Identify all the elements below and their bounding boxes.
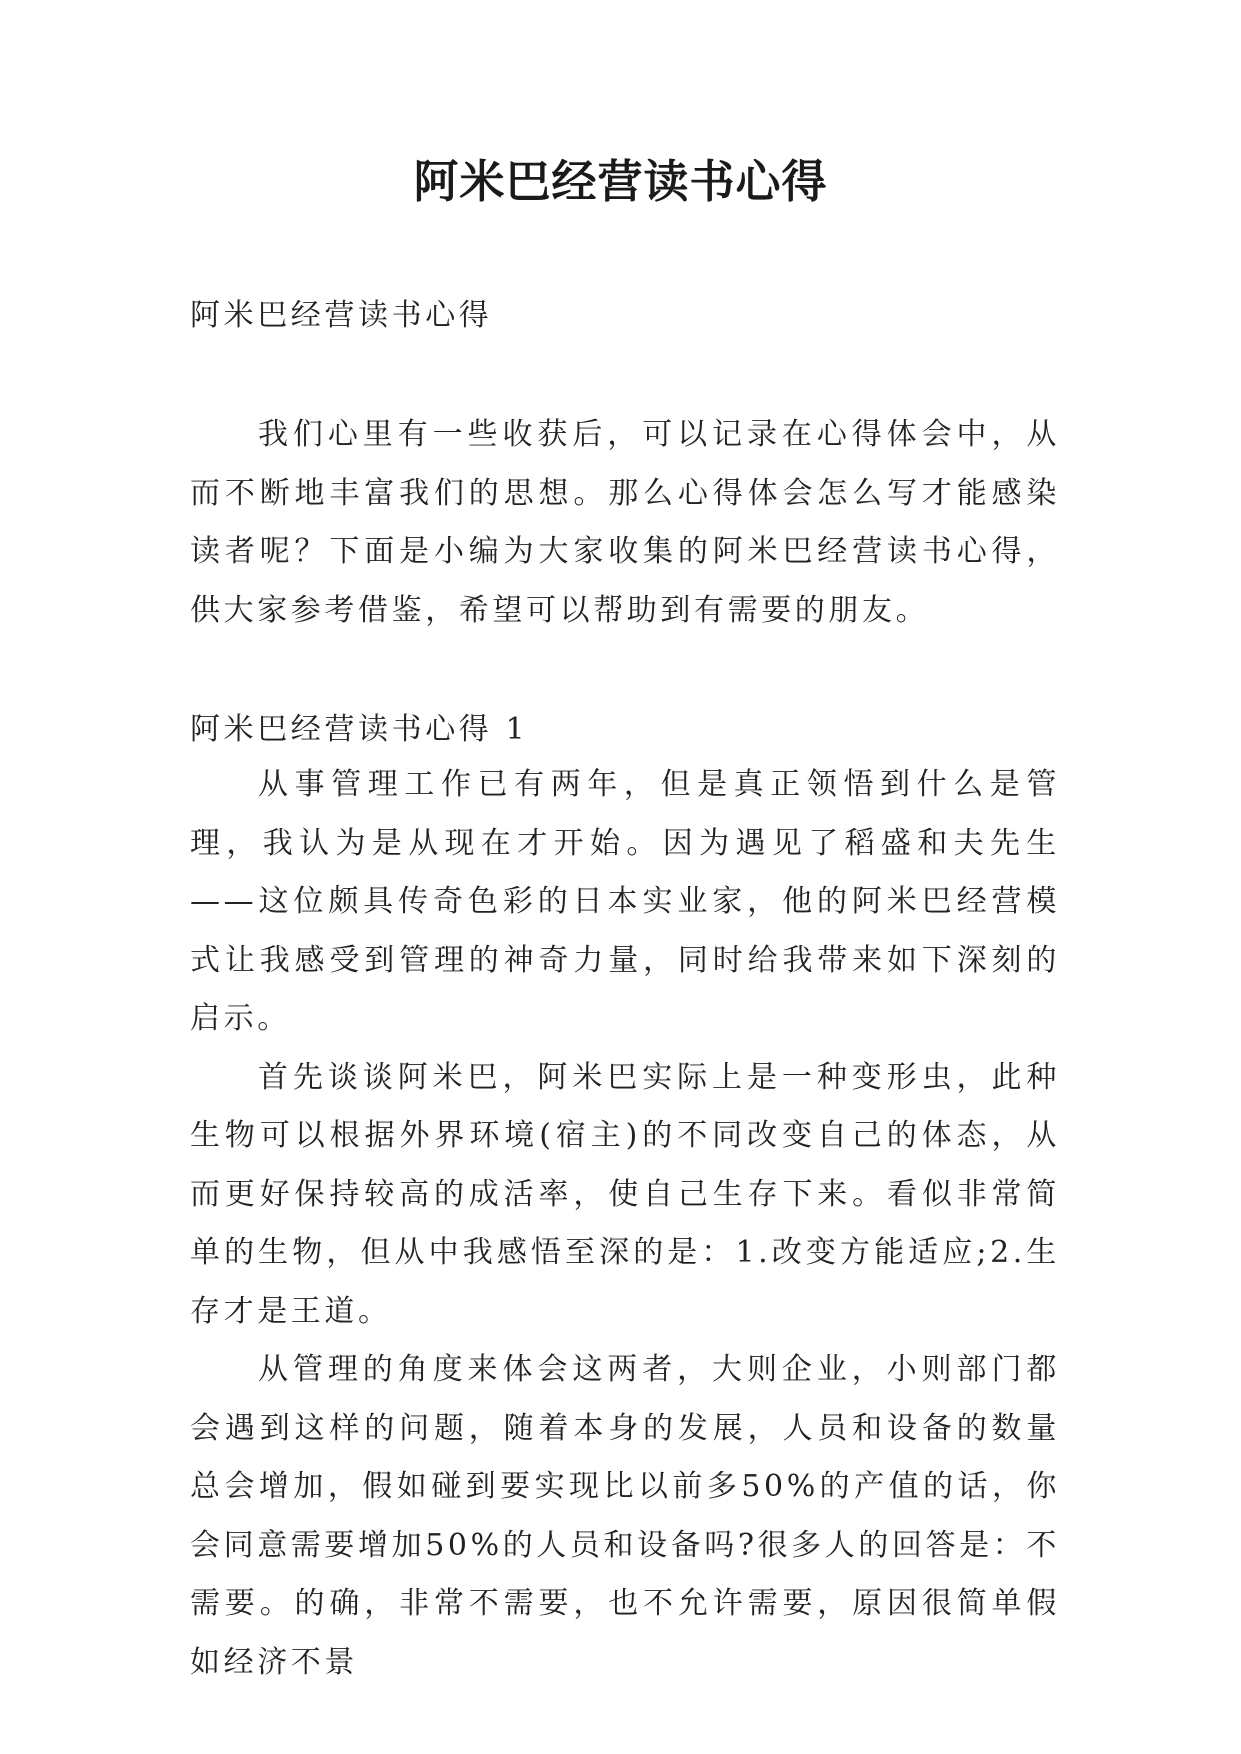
body-paragraph: 从事管理工作已有两年，但是真正领悟到什么是管理，我认为是从现在才开始。因为遇见了稻盛和夫先生——这位颇具传奇色彩的日本实业家，他的阿米巴经营模式让我感受到管理的神奇力量，同时给我带来如下深刻的启示。 — [190, 767, 1060, 1036]
body-paragraph: 从管理的角度来体会这两者，大则企业，小则部门都会遇到这样的问题，随着本身的发展，人员和设备的数量总会增加，假如碰到要实现比以前多50%的产值的话，你会同意需要增加50%的人员和设备吗?很多人的回答是：不需要。的确，非常不需要，也不允许需要，原因很简单假如经济不景 — [190, 1352, 1060, 1680]
body-paragraph: 首先谈谈阿米巴，阿米巴实际上是一种变形虫，此种生物可以根据外界环境(宿主)的不同改变自己的体态，从而更好保持较高的成活率，使自己生存下来。看似非常简单的生物，但从中我感悟至深的是：1.改变方能适应;2.生存才是王道。 — [190, 1059, 1060, 1329]
section-heading: 阿米巴经营读书心得 1 — [190, 712, 529, 747]
section-body — [190, 756, 1060, 1692]
document-title: 阿米巴经营读书心得 — [413, 155, 828, 208]
document-subtitle: 阿米巴经营读书心得 — [190, 298, 493, 333]
intro-paragraph: 我们心里有一些收获后，可以记录在心得体会中，从而不断地丰富我们的思想。那么心得体会怎么写才能感染读者呢？下面是小编为大家收集的阿米巴经营读书心得，供大家参考借鉴，希望可以帮助到有需要的朋友。 — [190, 417, 1060, 628]
